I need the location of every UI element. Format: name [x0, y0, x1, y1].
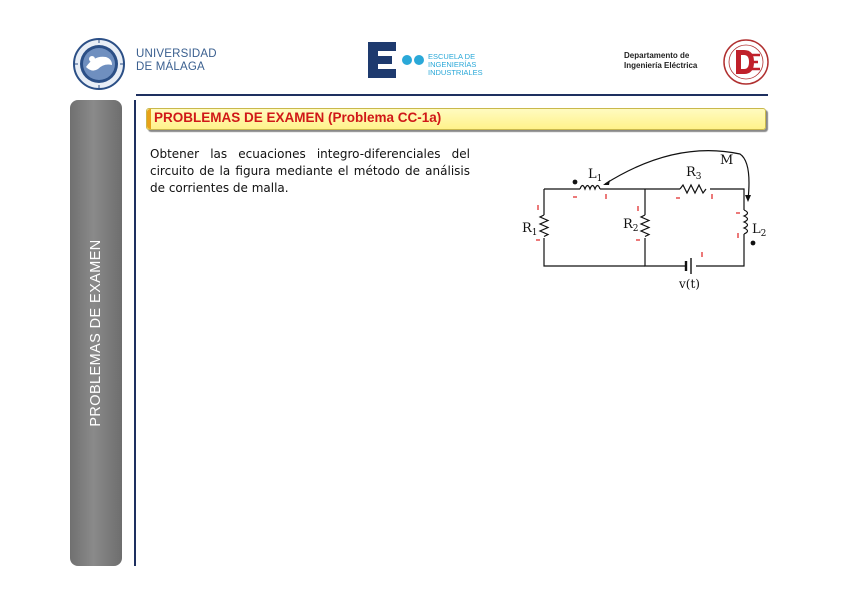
label-source: v(t): [679, 277, 700, 291]
resistor-r2: [641, 215, 649, 237]
resistor-r1: [540, 215, 548, 237]
dot-l2: [751, 241, 756, 246]
mutual-arrowhead-left: [603, 180, 610, 185]
label-m: M: [720, 153, 734, 168]
vertical-divider: [134, 100, 136, 566]
slide-title: PROBLEMAS DE EXAMEN (Problema CC-1a): [154, 110, 442, 125]
inductor-l1: [580, 186, 600, 190]
department-name: [624, 51, 697, 71]
label-r3: $R_3$: [686, 165, 702, 182]
department-seal-logo: [722, 38, 770, 86]
label-l1: $L_1$: [588, 167, 603, 184]
label-r2: $R_2$: [623, 217, 639, 234]
university-name-line2: DE MÁLAGA: [136, 61, 205, 73]
dot-l1: [573, 180, 578, 185]
resistor-r3: [680, 185, 706, 193]
university-name-line1: UNIVERSIDAD: [136, 48, 217, 60]
header-divider: [136, 94, 768, 96]
university-seal-logo: [72, 37, 126, 91]
department-name-line1: Departamento de: [624, 51, 690, 60]
wire-top-right: [710, 189, 744, 210]
circuit-diagram: [500, 140, 790, 300]
problem-statement: Obtener las ecuaciones integro-diferenciales del circuito de la figura mediante el método de análisis de corrientes de malla.: [150, 147, 470, 195]
department-name-line2: Ingeniería Eléctrica: [624, 61, 698, 70]
label-l2: $L_2$: [752, 222, 767, 239]
school-name-line3: INDUSTRIALES: [428, 68, 483, 77]
university-name: [136, 48, 217, 74]
school-name-line1: ESCUELA DE: [428, 52, 476, 61]
wire-mid-bottom: [645, 238, 685, 266]
label-r1: $R_1$: [522, 221, 538, 238]
school-name-line2: INGENIERÍAS: [428, 60, 477, 69]
wire-right-bottom: [696, 234, 744, 266]
wire-left-bottom: [544, 238, 645, 266]
section-tab-label: PROBLEMAS DE EXAMEN: [88, 239, 104, 427]
mutual-arrowhead-right: [745, 195, 751, 202]
school-name: [428, 53, 483, 77]
inductor-l2: [744, 210, 748, 234]
